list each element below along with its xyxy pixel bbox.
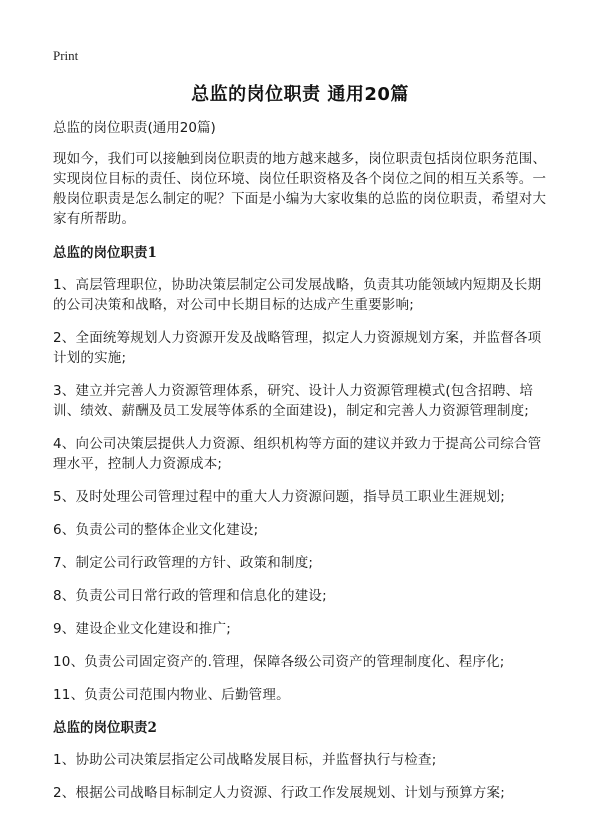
section-heading: 总监的岗位职责2 [53,720,157,736]
list-item: 4、向公司决策层提供人力资源、组织机构等方面的建议并致力于提高公司综合管理水平，控制人力资源成本; [53,436,542,472]
section-heading: 总监的岗位职责1 [53,245,157,261]
list-item: 6、负责公司的整体企业文化建设; [53,522,259,538]
list-item: 1、高层管理职位，协助决策层制定公司发展战略，负责其功能领域内短期及长期的公司决策和战略，对公司中长期目标的达成产生重要影响; [53,277,542,313]
list-item: 7、制定公司行政管理的方针、政策和制度; [53,555,314,571]
document-body [53,118,553,816]
list-item: 2、根据公司战略目标制定人力资源、行政工作发展规划、计划与预算方案; [53,785,505,801]
list-item: 5、及时处理公司管理过程中的重大人力资源问题，指导员工职业生涯规划; [53,489,505,505]
list-item: 9、建设企业文化建设和推广; [53,621,231,637]
list-item: 2、全面统筹规划人力资源开发及战略管理，拟定人力资源规划方案，并监督各项计划的实施; [53,330,542,366]
intro-paragraph: 现如今，我们可以接触到岗位职责的地方越来越多，岗位职责包括岗位职务范围、实现岗位目标的责任、岗位环境、岗位任职资格及各个岗位之间的相互关系等。一般岗位职责是怎么制定的呢？下面是小编为大家收集的总监的岗位职责，希望对大家有所帮助。 [53,151,547,227]
print-label[interactable]: Print [53,48,79,63]
list-item: 8、负责公司日常行政的管理和信息化的建设; [53,588,327,604]
section-1 [53,243,553,705]
document-title: 总监的岗位职责 通用20篇 [191,84,409,105]
section-2 [53,718,553,803]
list-item: 3、建立并完善人力资源管理体系，研究、设计人力资源管理模式(包含招聘、培训、绩效、薪酬及员工发展等体系的全面建设)，制定和完善人力资源管理制度; [53,383,534,419]
list-item: 10、负责公司固定资产的.管理，保障各级公司资产的管理制度化、程序化; [53,654,505,670]
list-item: 1、协助公司决策层指定公司战略发展目标，并监督执行与检查; [53,752,437,768]
document-subtitle: 总监的岗位职责(通用20篇) [53,120,216,136]
list-item: 11、负责公司范围内物业、后勤管理。 [53,687,290,703]
